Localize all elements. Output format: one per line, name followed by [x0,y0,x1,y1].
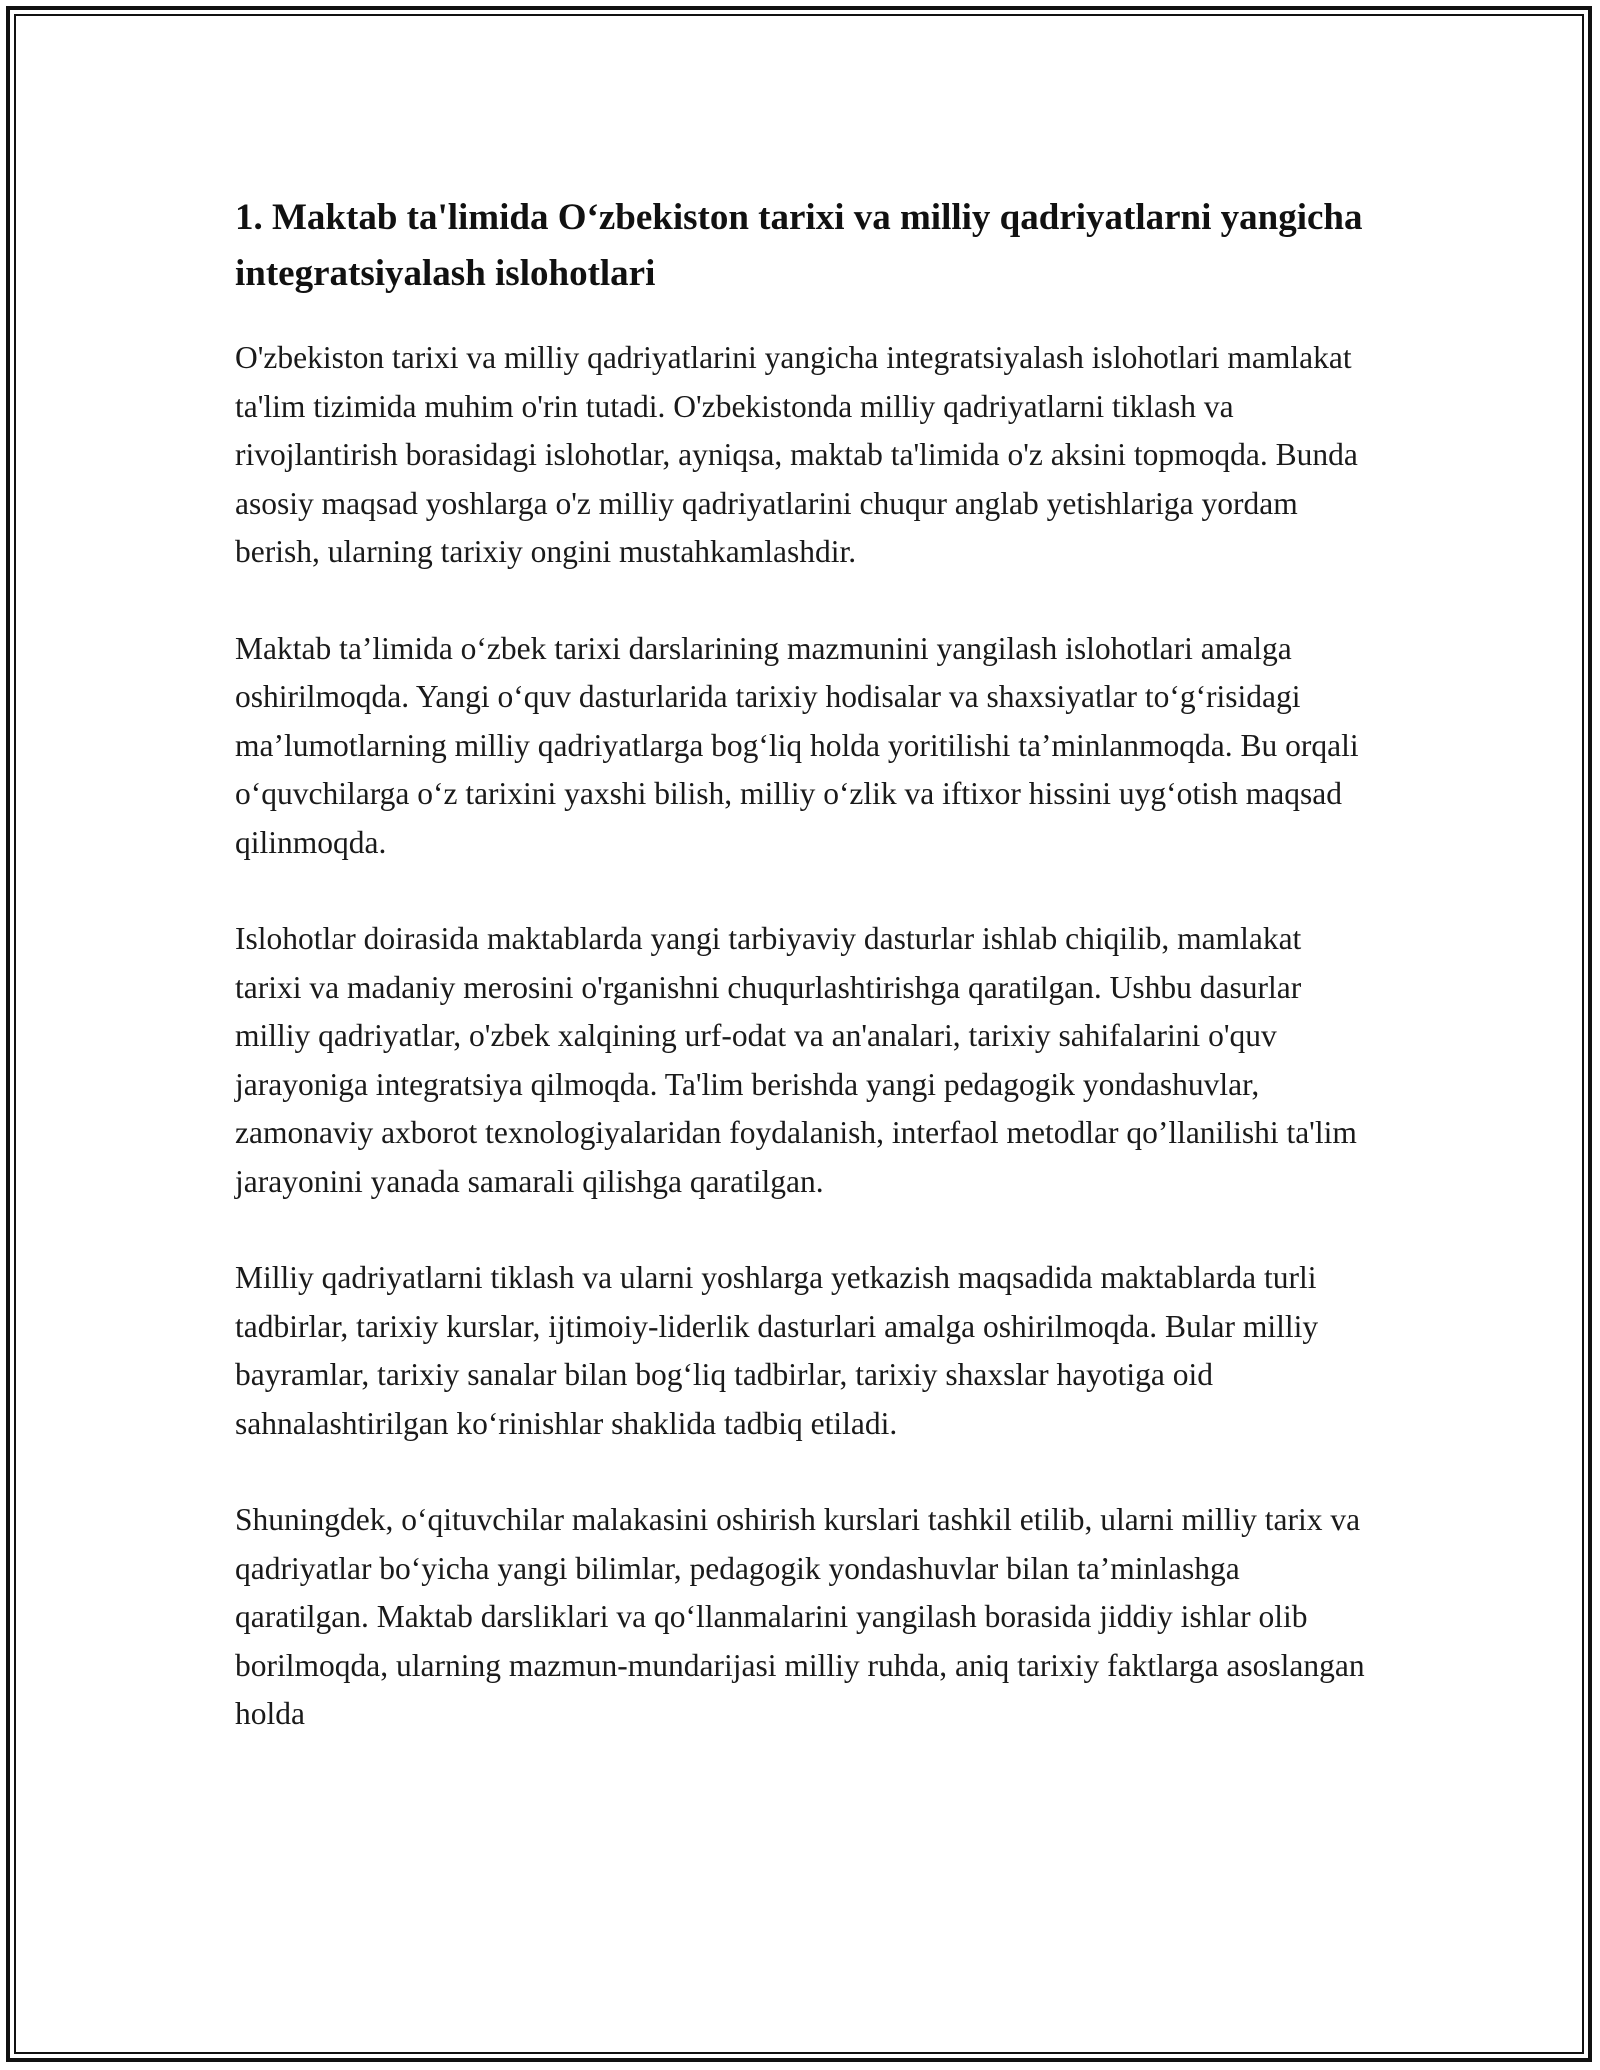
paragraph-3: Islohotlar doirasida maktablarda yangi tarbiyaviy dasturlar ishlab chiqilib, mamlakat tarixi va madaniy merosini o'rganishni chuqurlashtirishga qaratilgan. Ushbu dasurlar milliy qadriyatlar, o'zbek xalqining urf-odat va an'analari, tarixiy sahifalarini o'quv jarayoniga integratsiya qilmoqda. Ta'lim berishda yangi pedagogik yondashuvlar, zamonaviy axborot texnologiyalaridan foydalanish, interfaol metodlar qo’llanilishi ta'lim jarayonini yanada samarali qilishga qaratilgan. [235,921,1357,1199]
paragraph-4: Milliy qadriyatlarni tiklash va ularni yoshlarga yetkazish maqsadida maktablarda turli tadbirlar, tarixiy kurslar, ijtimoiy-liderlik dasturlari amalga oshirilmoqda. Bular milliy bayramlar, tarixiy sanalar bilan bog‘liq tadbirlar, tarixiy shaxslar hayotiga oid sahnalashtirilgan ko‘rinishlar shaklida tadbiq etiladi. [235,1260,1319,1441]
document-body [235,190,1370,1787]
paragraph-1: O'zbekiston tarixi va milliy qadriyatlarini yangicha integratsiyalash islohotlari mamlakat ta'lim tizimida muhim o'rin tutadi. O'zbekistonda milliy qadriyatlarni tiklash va rivojlantirish borasidagi islohotlar, ayniqsa, maktab ta'limida o'z aksini topmoqda. Bunda asosiy maqsad yoshlarga o'z milliy qadriyatlarini chuqur anglab yetishlariga yordam berish, ularning tarixiy ongini mustahkamlashdir. [235,340,1358,569]
paragraph-5: Shuningdek, o‘qituvchilar malakasini oshirish kurslari tashkil etilib, ularni milliy tarix va qadriyatlar bo‘yicha yangi bilimlar, pedagogik yondashuvlar bilan ta’minlashga qaratilgan. Maktab darsliklari va qo‘llanmalarini yangilash borasida jiddiy ishlar olib borilmoqda, ularning mazmun-mundarijasi milliy ruhda, aniq tarixiy faktlarga asoslangan holda [235,1502,1365,1731]
section-heading: 1. Maktab ta'limida O‘zbekiston tarixi va milliy qadriyatlarni yangicha integratsiyalash islohotlari [235,197,1363,294]
paragraph-2: Maktab ta’limida o‘zbek tarixi darslarining mazmunini yangilash islohotlari amalga oshirilmoqda. Yangi o‘quv dasturlarida tarixiy hodisalar va shaxsiyatlar to‘g‘risidagi ma’lumotlarning milliy qadriyatlarga bog‘liq holda yoritilishi ta’minlanmoqda. Bu orqali o‘quvchilarga o‘z tarixini yaxshi bilish, milliy o‘zlik va iftixor hissini uyg‘otish maqsad qilinmoqda. [235,630,1359,860]
